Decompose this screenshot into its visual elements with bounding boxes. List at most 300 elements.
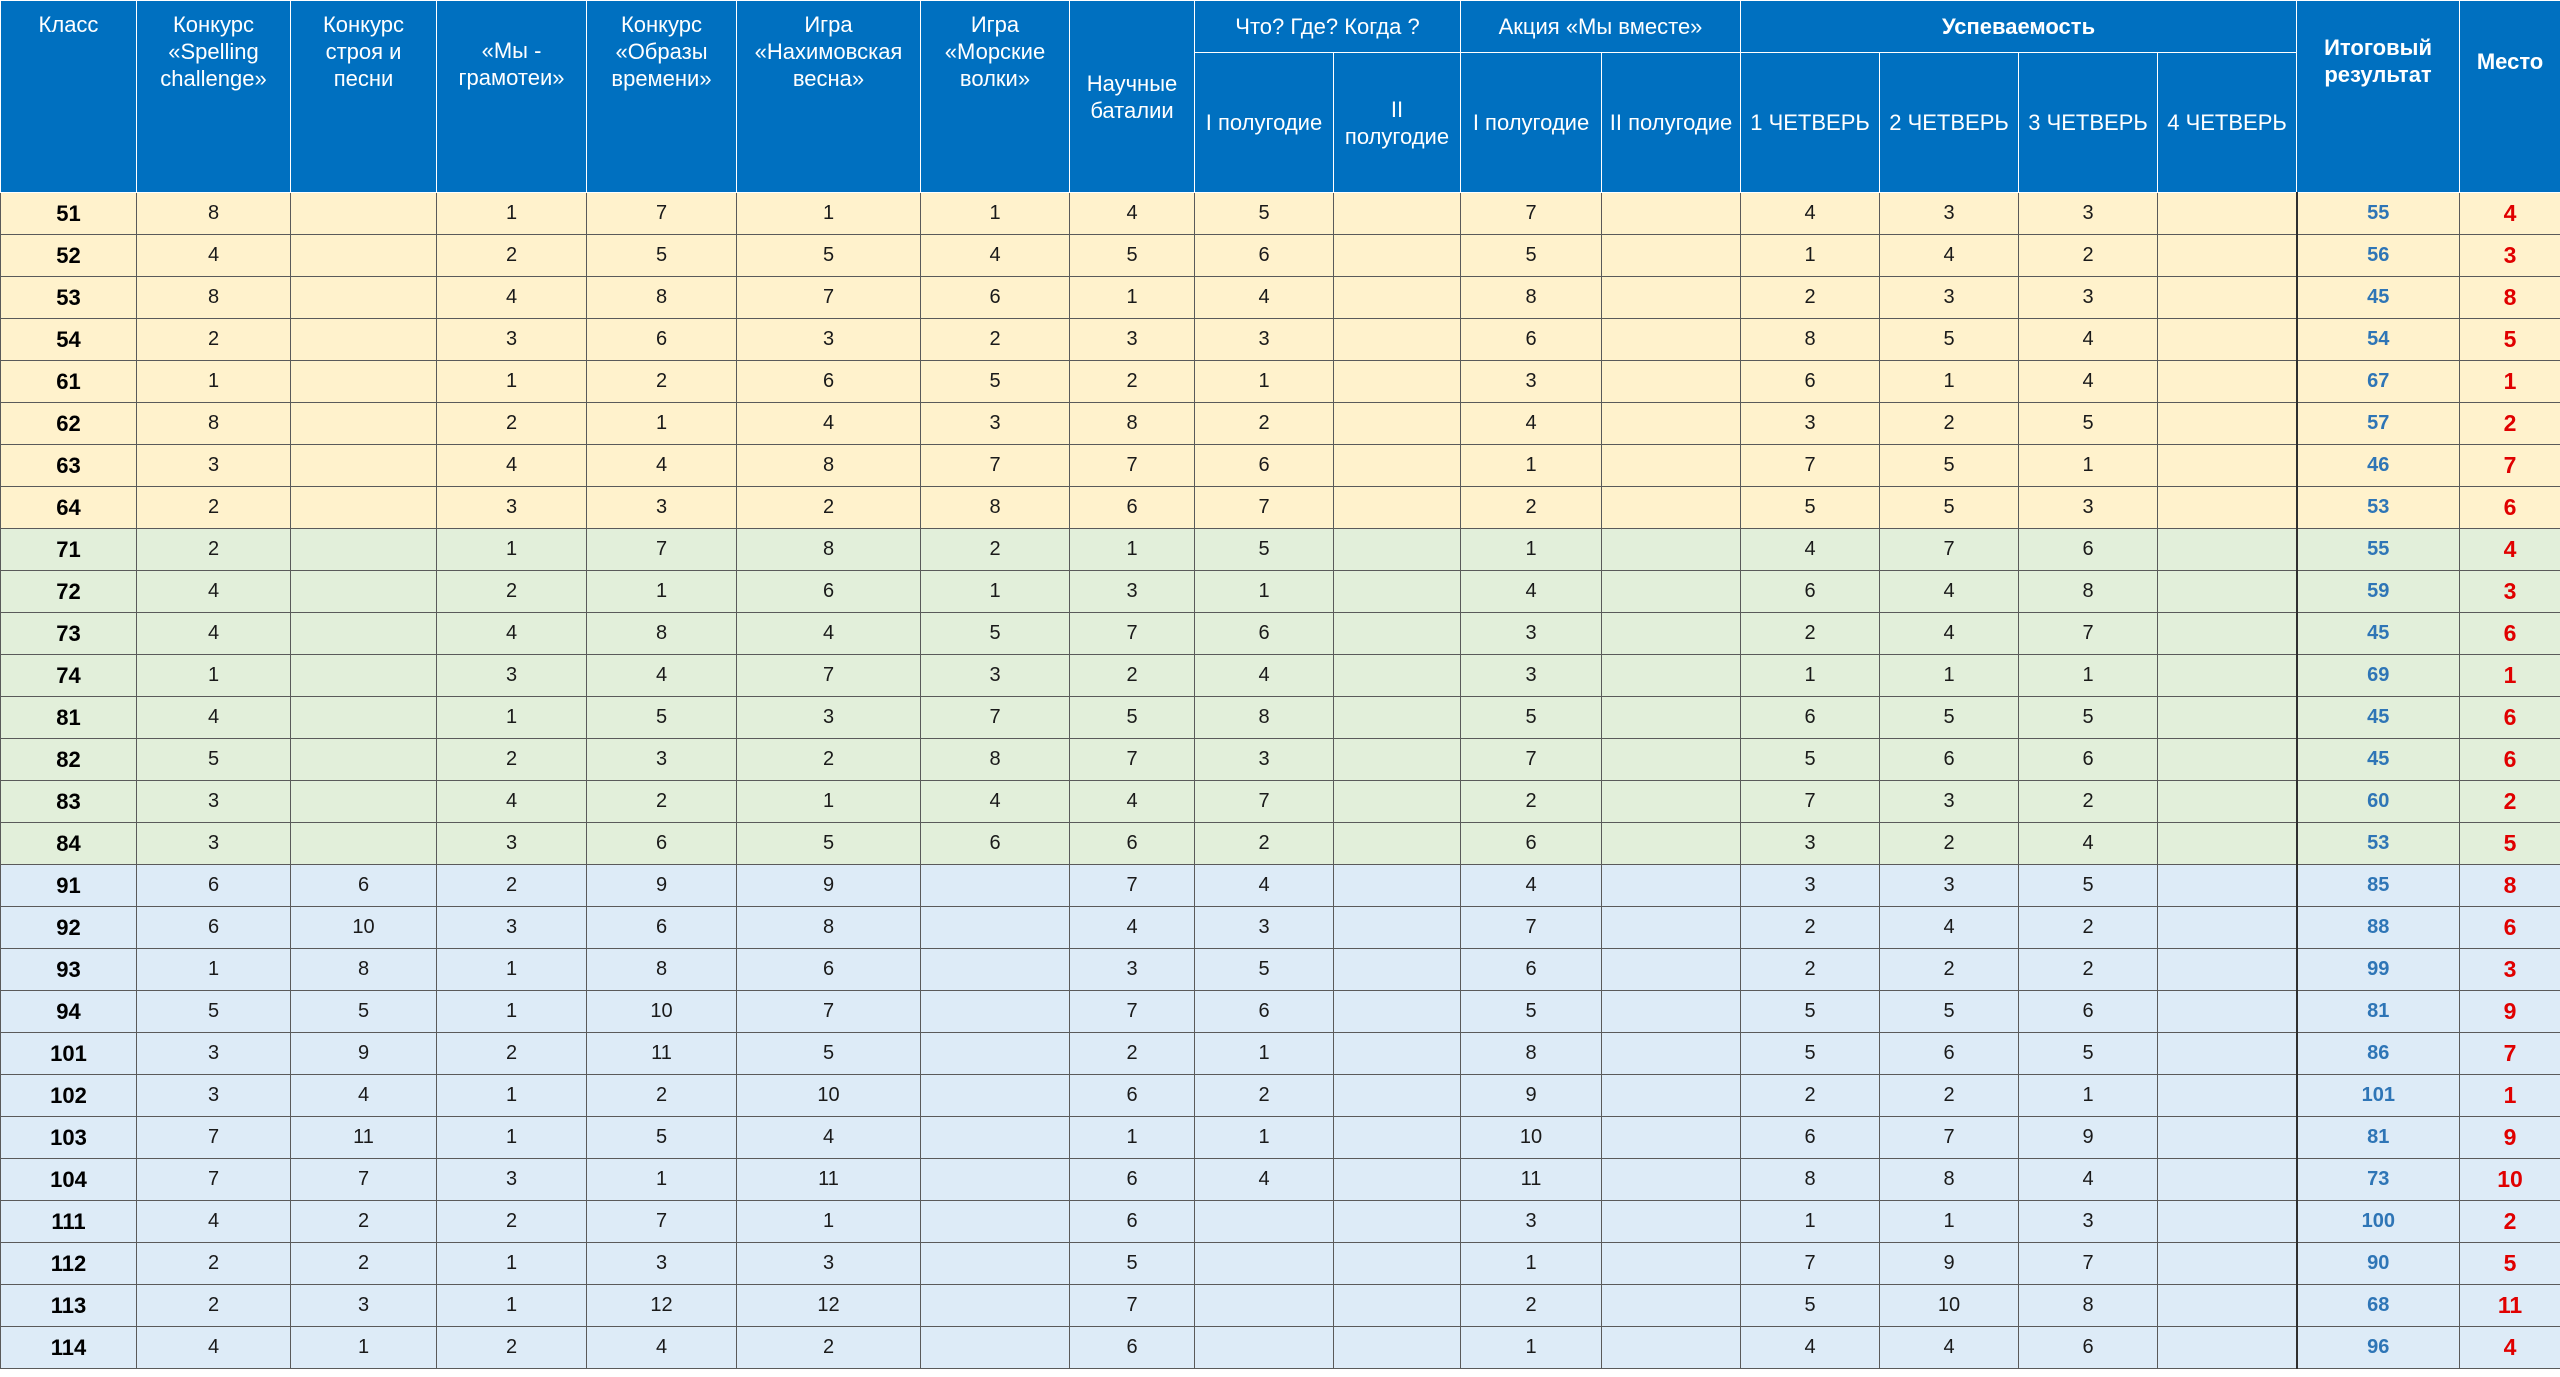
cell-obrazy: 2 <box>587 1075 737 1117</box>
cell-q1: 4 <box>1741 529 1880 571</box>
cell-spelling: 4 <box>137 1201 291 1243</box>
cell-q2: 2 <box>1880 823 2019 865</box>
cell-obrazy: 4 <box>587 655 737 697</box>
table-row <box>1 1117 2560 1159</box>
cell-klass: 82 <box>1 739 137 781</box>
cell-chgk-half1: 2 <box>1195 403 1334 445</box>
cell-spelling: 3 <box>137 445 291 487</box>
cell-chgk-half1: 3 <box>1195 319 1334 361</box>
cell-chgk-half2 <box>1334 1159 1461 1201</box>
cell-volki: 1 <box>921 571 1070 613</box>
cell-place: 6 <box>2460 907 2560 949</box>
cell-stroy: 9 <box>291 1033 437 1075</box>
cell-q1: 3 <box>1741 823 1880 865</box>
cell-batalii: 1 <box>1070 277 1195 319</box>
cell-klass: 54 <box>1 319 137 361</box>
cell-q1: 2 <box>1741 613 1880 655</box>
cell-spelling: 3 <box>137 823 291 865</box>
cell-q4 <box>2158 1159 2297 1201</box>
cell-spelling: 3 <box>137 1033 291 1075</box>
cell-gramotei: 2 <box>437 1327 587 1369</box>
cell-gramotei: 3 <box>437 487 587 529</box>
cell-stroy <box>291 403 437 445</box>
cell-q4 <box>2158 823 2297 865</box>
table-row <box>1 319 2560 361</box>
cell-spelling: 2 <box>137 529 291 571</box>
cell-akciya-half1: 7 <box>1461 739 1602 781</box>
col-chgk-group-header: Что? Где? Когда ? <box>1195 1 1461 53</box>
table-row <box>1 613 2560 655</box>
cell-q4 <box>2158 1285 2297 1327</box>
cell-akciya-half1: 1 <box>1461 445 1602 487</box>
cell-akciya-half2 <box>1602 1033 1741 1075</box>
cell-batalii: 2 <box>1070 361 1195 403</box>
cell-nakhimov: 11 <box>737 1159 921 1201</box>
cell-klass: 92 <box>1 907 137 949</box>
cell-chgk-half1 <box>1195 1285 1334 1327</box>
cell-akciya-half1: 6 <box>1461 823 1602 865</box>
cell-chgk-half1: 5 <box>1195 949 1334 991</box>
cell-akciya-half2 <box>1602 865 1741 907</box>
cell-q2: 6 <box>1880 1033 2019 1075</box>
cell-batalii: 5 <box>1070 235 1195 277</box>
cell-akciya-half2 <box>1602 781 1741 823</box>
cell-q3: 4 <box>2019 823 2158 865</box>
cell-q2: 4 <box>1880 235 2019 277</box>
cell-spelling: 2 <box>137 1243 291 1285</box>
cell-nakhimov: 1 <box>737 193 921 235</box>
cell-gramotei: 2 <box>437 865 587 907</box>
cell-q1: 6 <box>1741 361 1880 403</box>
cell-batalii: 6 <box>1070 1075 1195 1117</box>
cell-akciya-half2 <box>1602 697 1741 739</box>
cell-akciya-half1: 6 <box>1461 319 1602 361</box>
cell-q1: 7 <box>1741 1243 1880 1285</box>
cell-gramotei: 2 <box>437 739 587 781</box>
cell-akciya-half2 <box>1602 445 1741 487</box>
cell-obrazy: 3 <box>587 739 737 781</box>
cell-stroy <box>291 361 437 403</box>
cell-nakhimov: 4 <box>737 403 921 445</box>
cell-q2: 5 <box>1880 319 2019 361</box>
cell-spelling: 6 <box>137 865 291 907</box>
cell-q1: 5 <box>1741 1033 1880 1075</box>
cell-q3: 4 <box>2019 319 2158 361</box>
cell-nakhimov: 10 <box>737 1075 921 1117</box>
cell-akciya-half2 <box>1602 1201 1741 1243</box>
cell-place: 4 <box>2460 529 2560 571</box>
cell-place: 10 <box>2460 1159 2560 1201</box>
akciya-half1-header: I полугодие <box>1461 53 1602 193</box>
cell-chgk-half2 <box>1334 403 1461 445</box>
cell-nakhimov: 5 <box>737 823 921 865</box>
cell-obrazy: 3 <box>587 487 737 529</box>
col-itog-header: Итоговый результат <box>2297 1 2460 193</box>
cell-stroy <box>291 739 437 781</box>
cell-q4 <box>2158 1327 2297 1369</box>
cell-q2: 8 <box>1880 1159 2019 1201</box>
cell-batalii: 5 <box>1070 1243 1195 1285</box>
cell-q1: 7 <box>1741 445 1880 487</box>
cell-chgk-half2 <box>1334 1285 1461 1327</box>
cell-q2: 7 <box>1880 1117 2019 1159</box>
cell-q2: 1 <box>1880 1201 2019 1243</box>
cell-stroy <box>291 445 437 487</box>
cell-nakhimov: 7 <box>737 991 921 1033</box>
cell-spelling: 1 <box>137 361 291 403</box>
cell-q3: 4 <box>2019 1159 2158 1201</box>
cell-chgk-half2 <box>1334 1243 1461 1285</box>
cell-spelling: 8 <box>137 403 291 445</box>
cell-q1: 6 <box>1741 697 1880 739</box>
cell-chgk-half1: 6 <box>1195 991 1334 1033</box>
cell-nakhimov: 3 <box>737 697 921 739</box>
cell-place: 9 <box>2460 991 2560 1033</box>
cell-obrazy: 2 <box>587 781 737 823</box>
cell-klass: 113 <box>1 1285 137 1327</box>
cell-q3: 3 <box>2019 277 2158 319</box>
cell-chgk-half2 <box>1334 361 1461 403</box>
table-body <box>1 193 2560 1369</box>
cell-total: 45 <box>2297 697 2460 739</box>
cell-q3: 5 <box>2019 865 2158 907</box>
table-row <box>1 1075 2560 1117</box>
cell-q2: 4 <box>1880 907 2019 949</box>
cell-q4 <box>2158 361 2297 403</box>
cell-q4 <box>2158 949 2297 991</box>
cell-volki: 1 <box>921 193 1070 235</box>
cell-gramotei: 1 <box>437 193 587 235</box>
cell-q4 <box>2158 865 2297 907</box>
cell-gramotei: 2 <box>437 1033 587 1075</box>
cell-chgk-half1: 3 <box>1195 739 1334 781</box>
cell-obrazy: 6 <box>587 907 737 949</box>
cell-akciya-half1: 10 <box>1461 1117 1602 1159</box>
cell-chgk-half2 <box>1334 1327 1461 1369</box>
cell-total: 56 <box>2297 235 2460 277</box>
cell-klass: 52 <box>1 235 137 277</box>
cell-total: 90 <box>2297 1243 2460 1285</box>
cell-total: 81 <box>2297 1117 2460 1159</box>
cell-volki <box>921 1075 1070 1117</box>
cell-place: 11 <box>2460 1285 2560 1327</box>
cell-q1: 5 <box>1741 991 1880 1033</box>
cell-q1: 1 <box>1741 235 1880 277</box>
table-row <box>1 487 2560 529</box>
cell-total: 57 <box>2297 403 2460 445</box>
cell-nakhimov: 2 <box>737 487 921 529</box>
cell-stroy: 2 <box>291 1201 437 1243</box>
cell-stroy <box>291 529 437 571</box>
cell-total: 85 <box>2297 865 2460 907</box>
cell-q4 <box>2158 235 2297 277</box>
cell-volki: 2 <box>921 529 1070 571</box>
cell-chgk-half1: 3 <box>1195 907 1334 949</box>
cell-klass: 51 <box>1 193 137 235</box>
cell-akciya-half2 <box>1602 487 1741 529</box>
cell-chgk-half2 <box>1334 697 1461 739</box>
cell-q3: 6 <box>2019 529 2158 571</box>
cell-batalii: 4 <box>1070 781 1195 823</box>
cell-q4 <box>2158 697 2297 739</box>
cell-stroy <box>291 571 437 613</box>
cell-volki: 2 <box>921 319 1070 361</box>
cell-chgk-half1: 4 <box>1195 277 1334 319</box>
cell-chgk-half1: 4 <box>1195 655 1334 697</box>
cell-akciya-half1: 3 <box>1461 1201 1602 1243</box>
cell-volki <box>921 949 1070 991</box>
cell-akciya-half2 <box>1602 1327 1741 1369</box>
cell-total: 101 <box>2297 1075 2460 1117</box>
cell-q4 <box>2158 781 2297 823</box>
table-row <box>1 1327 2560 1369</box>
cell-akciya-half2 <box>1602 277 1741 319</box>
cell-q4 <box>2158 655 2297 697</box>
cell-spelling: 2 <box>137 487 291 529</box>
cell-stroy: 11 <box>291 1117 437 1159</box>
cell-volki: 8 <box>921 739 1070 781</box>
cell-place: 6 <box>2460 697 2560 739</box>
cell-chgk-half2 <box>1334 1075 1461 1117</box>
cell-chgk-half1: 7 <box>1195 781 1334 823</box>
cell-q4 <box>2158 739 2297 781</box>
cell-obrazy: 5 <box>587 697 737 739</box>
cell-gramotei: 3 <box>437 655 587 697</box>
cell-obrazy: 2 <box>587 361 737 403</box>
cell-akciya-half2 <box>1602 571 1741 613</box>
cell-total: 88 <box>2297 907 2460 949</box>
cell-nakhimov: 8 <box>737 907 921 949</box>
cell-obrazy: 4 <box>587 445 737 487</box>
cell-akciya-half2 <box>1602 235 1741 277</box>
cell-chgk-half2 <box>1334 823 1461 865</box>
cell-gramotei: 1 <box>437 1075 587 1117</box>
table-row <box>1 865 2560 907</box>
q2-header: 2 ЧЕТВЕРЬ <box>1880 53 2019 193</box>
cell-gramotei: 3 <box>437 823 587 865</box>
cell-batalii: 6 <box>1070 1159 1195 1201</box>
cell-batalii: 6 <box>1070 487 1195 529</box>
cell-chgk-half2 <box>1334 487 1461 529</box>
cell-q2: 5 <box>1880 445 2019 487</box>
cell-q3: 2 <box>2019 949 2158 991</box>
q4-header: 4 ЧЕТВЕРЬ <box>2158 53 2297 193</box>
col-volki-header: Игра «Морские волки» <box>921 1 1070 193</box>
cell-chgk-half2 <box>1334 277 1461 319</box>
cell-chgk-half1: 1 <box>1195 361 1334 403</box>
cell-stroy: 5 <box>291 991 437 1033</box>
table-row <box>1 1201 2560 1243</box>
cell-klass: 104 <box>1 1159 137 1201</box>
cell-stroy <box>291 613 437 655</box>
cell-batalii: 7 <box>1070 613 1195 655</box>
cell-q2: 5 <box>1880 697 2019 739</box>
cell-chgk-half2 <box>1334 781 1461 823</box>
cell-akciya-half1: 9 <box>1461 1075 1602 1117</box>
cell-klass: 73 <box>1 613 137 655</box>
cell-chgk-half1: 6 <box>1195 445 1334 487</box>
table-row <box>1 193 2560 235</box>
cell-obrazy: 1 <box>587 571 737 613</box>
cell-gramotei: 3 <box>437 907 587 949</box>
cell-klass: 111 <box>1 1201 137 1243</box>
cell-q3: 4 <box>2019 361 2158 403</box>
cell-q4 <box>2158 1117 2297 1159</box>
cell-nakhimov: 2 <box>737 739 921 781</box>
cell-batalii: 3 <box>1070 949 1195 991</box>
cell-nakhimov: 4 <box>737 1117 921 1159</box>
cell-batalii: 7 <box>1070 445 1195 487</box>
cell-q3: 1 <box>2019 445 2158 487</box>
cell-nakhimov: 8 <box>737 529 921 571</box>
cell-q1: 6 <box>1741 1117 1880 1159</box>
cell-spelling: 4 <box>137 697 291 739</box>
cell-obrazy: 5 <box>587 235 737 277</box>
cell-stroy: 6 <box>291 865 437 907</box>
cell-akciya-half2 <box>1602 529 1741 571</box>
cell-chgk-half2 <box>1334 571 1461 613</box>
cell-q2: 2 <box>1880 949 2019 991</box>
cell-akciya-half1: 2 <box>1461 781 1602 823</box>
cell-volki: 8 <box>921 487 1070 529</box>
table-row <box>1 445 2560 487</box>
cell-q1: 4 <box>1741 193 1880 235</box>
cell-gramotei: 1 <box>437 1117 587 1159</box>
cell-q3: 3 <box>2019 1201 2158 1243</box>
cell-q1: 1 <box>1741 655 1880 697</box>
cell-obrazy: 10 <box>587 991 737 1033</box>
cell-place: 3 <box>2460 949 2560 991</box>
cell-akciya-half1: 4 <box>1461 403 1602 445</box>
cell-akciya-half2 <box>1602 991 1741 1033</box>
cell-akciya-half1: 4 <box>1461 865 1602 907</box>
cell-obrazy: 3 <box>587 1243 737 1285</box>
table-row <box>1 1159 2560 1201</box>
cell-obrazy: 9 <box>587 865 737 907</box>
cell-chgk-half1: 6 <box>1195 235 1334 277</box>
cell-place: 5 <box>2460 1243 2560 1285</box>
cell-chgk-half1: 7 <box>1195 487 1334 529</box>
cell-nakhimov: 7 <box>737 655 921 697</box>
cell-akciya-half2 <box>1602 655 1741 697</box>
q3-header: 3 ЧЕТВЕРЬ <box>2019 53 2158 193</box>
cell-obrazy: 11 <box>587 1033 737 1075</box>
cell-batalii: 1 <box>1070 1117 1195 1159</box>
cell-q2: 4 <box>1880 613 2019 655</box>
cell-place: 3 <box>2460 235 2560 277</box>
cell-volki: 6 <box>921 823 1070 865</box>
cell-akciya-half1: 7 <box>1461 193 1602 235</box>
cell-chgk-half2 <box>1334 655 1461 697</box>
table-row <box>1 529 2560 571</box>
cell-nakhimov: 7 <box>737 277 921 319</box>
cell-akciya-half1: 1 <box>1461 1327 1602 1369</box>
cell-akciya-half2 <box>1602 1075 1741 1117</box>
cell-place: 9 <box>2460 1117 2560 1159</box>
cell-akciya-half1: 3 <box>1461 613 1602 655</box>
cell-akciya-half2 <box>1602 1117 1741 1159</box>
cell-q2: 2 <box>1880 403 2019 445</box>
cell-q3: 8 <box>2019 571 2158 613</box>
cell-chgk-half1: 5 <box>1195 193 1334 235</box>
cell-akciya-half1: 5 <box>1461 235 1602 277</box>
cell-klass: 61 <box>1 361 137 403</box>
cell-nakhimov: 1 <box>737 1201 921 1243</box>
cell-total: 81 <box>2297 991 2460 1033</box>
cell-q1: 7 <box>1741 781 1880 823</box>
cell-q4 <box>2158 487 2297 529</box>
cell-q3: 6 <box>2019 991 2158 1033</box>
cell-spelling: 4 <box>137 613 291 655</box>
table-row <box>1 949 2560 991</box>
cell-q4 <box>2158 1201 2297 1243</box>
cell-total: 68 <box>2297 1285 2460 1327</box>
cell-q3: 6 <box>2019 739 2158 781</box>
col-nakhimov-header: Игра «Нахимовская весна» <box>737 1 921 193</box>
cell-q3: 5 <box>2019 403 2158 445</box>
cell-total: 53 <box>2297 487 2460 529</box>
cell-stroy: 4 <box>291 1075 437 1117</box>
cell-chgk-half2 <box>1334 1033 1461 1075</box>
cell-q4 <box>2158 1075 2297 1117</box>
cell-klass: 91 <box>1 865 137 907</box>
cell-total: 99 <box>2297 949 2460 991</box>
table-row <box>1 1243 2560 1285</box>
cell-batalii: 3 <box>1070 571 1195 613</box>
cell-spelling: 4 <box>137 235 291 277</box>
cell-gramotei: 2 <box>437 235 587 277</box>
cell-q1: 8 <box>1741 1159 1880 1201</box>
cell-q3: 2 <box>2019 907 2158 949</box>
cell-chgk-half1 <box>1195 1201 1334 1243</box>
table-row <box>1 1285 2560 1327</box>
col-mesto-header: Место <box>2460 1 2560 193</box>
cell-stroy: 2 <box>291 1243 437 1285</box>
cell-q2: 5 <box>1880 991 2019 1033</box>
table-row <box>1 991 2560 1033</box>
cell-obrazy: 8 <box>587 949 737 991</box>
cell-chgk-half2 <box>1334 991 1461 1033</box>
cell-chgk-half1: 4 <box>1195 1159 1334 1201</box>
col-stroy-header: Конкурс строя и песни <box>291 1 437 193</box>
cell-gramotei: 3 <box>437 319 587 361</box>
cell-volki: 3 <box>921 655 1070 697</box>
cell-chgk-half2 <box>1334 193 1461 235</box>
cell-nakhimov: 3 <box>737 319 921 361</box>
cell-q4 <box>2158 991 2297 1033</box>
cell-chgk-half1: 6 <box>1195 613 1334 655</box>
cell-akciya-half2 <box>1602 1243 1741 1285</box>
cell-obrazy: 12 <box>587 1285 737 1327</box>
cell-place: 3 <box>2460 571 2560 613</box>
cell-q2: 7 <box>1880 529 2019 571</box>
cell-nakhimov: 6 <box>737 361 921 403</box>
cell-volki <box>921 1201 1070 1243</box>
cell-stroy <box>291 823 437 865</box>
cell-akciya-half1: 5 <box>1461 697 1602 739</box>
cell-nakhimov: 3 <box>737 1243 921 1285</box>
cell-klass: 112 <box>1 1243 137 1285</box>
cell-chgk-half1: 2 <box>1195 823 1334 865</box>
cell-spelling: 8 <box>137 193 291 235</box>
table-row <box>1 1033 2560 1075</box>
cell-chgk-half1: 1 <box>1195 1117 1334 1159</box>
cell-batalii: 7 <box>1070 739 1195 781</box>
cell-total: 59 <box>2297 571 2460 613</box>
table-row <box>1 655 2560 697</box>
cell-akciya-half2 <box>1602 1285 1741 1327</box>
cell-total: 55 <box>2297 529 2460 571</box>
